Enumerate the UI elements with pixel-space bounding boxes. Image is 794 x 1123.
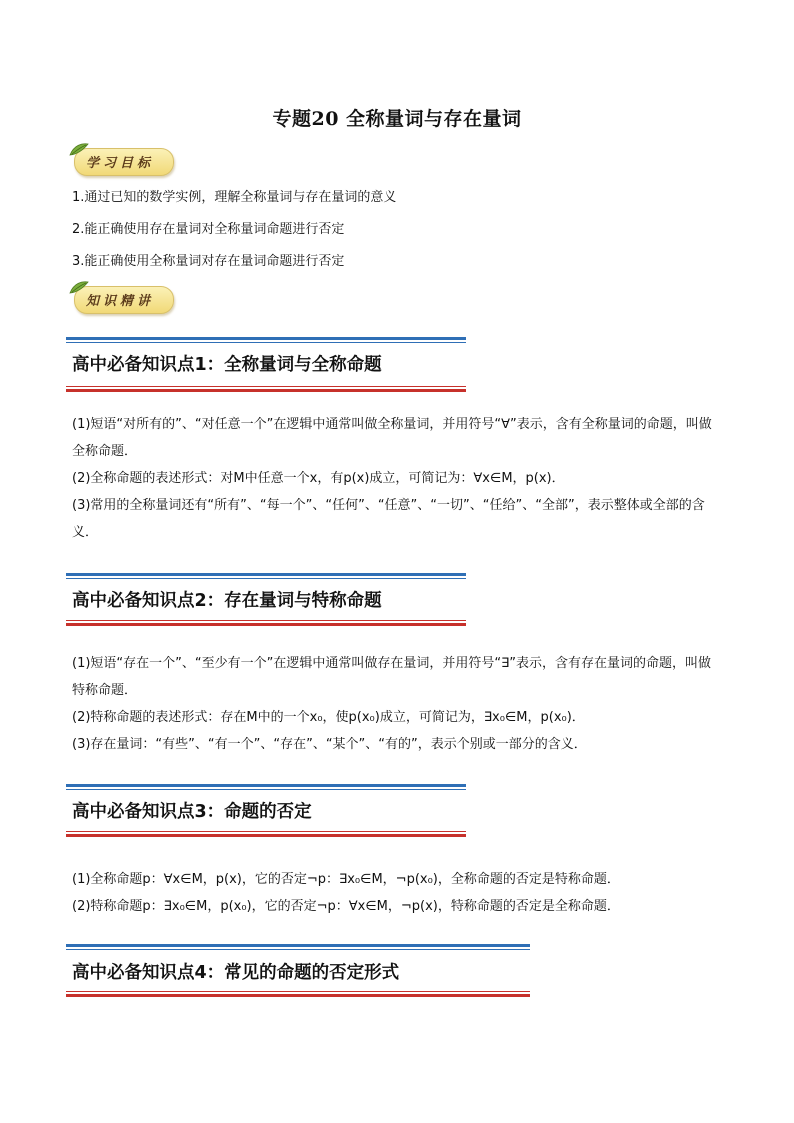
paragraph: (1)短语“存在一个”、“至少有一个”在逻辑中通常叫做存在量词，并用符号“∃”表示，含有存在量词的命题，叫做特称命题． (72, 656, 712, 698)
divider (66, 620, 466, 621)
section-title: 高中必备知识点1：全称量词与全称命题 (72, 355, 382, 375)
divider (66, 342, 466, 343)
learning-goals-badge (66, 144, 174, 176)
section-title: 高中必备知识点2：存在量词与特称命题 (72, 591, 382, 611)
divider (66, 789, 466, 790)
divider (66, 949, 530, 950)
section-body-1 (72, 411, 724, 546)
section-title: 高中必备知识点4：常见的命题的否定形式 (72, 963, 400, 983)
page-title: 专题20 全称量词与存在量词 (272, 108, 522, 130)
section-title: 高中必备知识点3：命题的否定 (72, 802, 312, 822)
goal-item: 3.能正确使用全称量词对存在量词命题进行否定 (72, 254, 345, 269)
divider (66, 831, 466, 832)
knowledge-badge (66, 282, 174, 314)
paragraph: (2)特称命题p：∃x₀∈M，p(x₀)，它的否定¬p：∀x∈M，¬p(x)，特称命题的否定是全称命题． (72, 899, 620, 914)
divider (66, 834, 466, 837)
divider (66, 991, 530, 992)
goal-item: 1.通过已知的数学实例，理解全称量词与存在量词的意义 (72, 190, 397, 205)
paragraph: (2)特称命题的表述形式：存在M中的一个x₀，使p(x₀)成立，可简记为，∃x₀∈M，p(x₀)． (72, 710, 585, 725)
paragraph: (1)全称命题p：∀x∈M，p(x)，它的否定¬p：∃x₀∈M，¬p(x₀)，全称命题的否定是特称命题． (72, 872, 620, 887)
divider (66, 386, 466, 387)
section-body-3 (72, 866, 724, 920)
paragraph: (3)常用的全称量词还有“所有”、“每一个”、“任何”、“任意”、“一切”、“任给”、“全部”，表示整体或全部的含义． (72, 498, 705, 540)
paragraph: (1)短语“对所有的”、“对任意一个”在逻辑中通常叫做全称量词，并用符号“∀”表示，含有全称量词的命题，叫做全称命题． (72, 417, 712, 459)
divider (66, 994, 530, 997)
divider (66, 944, 530, 947)
divider (66, 784, 466, 787)
paragraph: (3)存在量词：“有些”、“有一个”、“存在”、“某个”、“有的”，表示个别或一部分的含义． (72, 737, 587, 752)
divider (66, 573, 466, 576)
goal-item: 2.能正确使用存在量词对全称量词命题进行否定 (72, 222, 345, 237)
divider (66, 578, 466, 579)
divider (66, 389, 466, 392)
badge-label: 知识精讲 (86, 294, 155, 309)
badge-label: 学习目标 (86, 156, 155, 171)
section-body-2 (72, 650, 724, 758)
divider (66, 623, 466, 626)
paragraph: (2)全称命题的表述形式：对M中任意一个x，有p(x)成立，可简记为：∀x∈M，p(x)． (72, 471, 565, 486)
divider (66, 337, 466, 340)
